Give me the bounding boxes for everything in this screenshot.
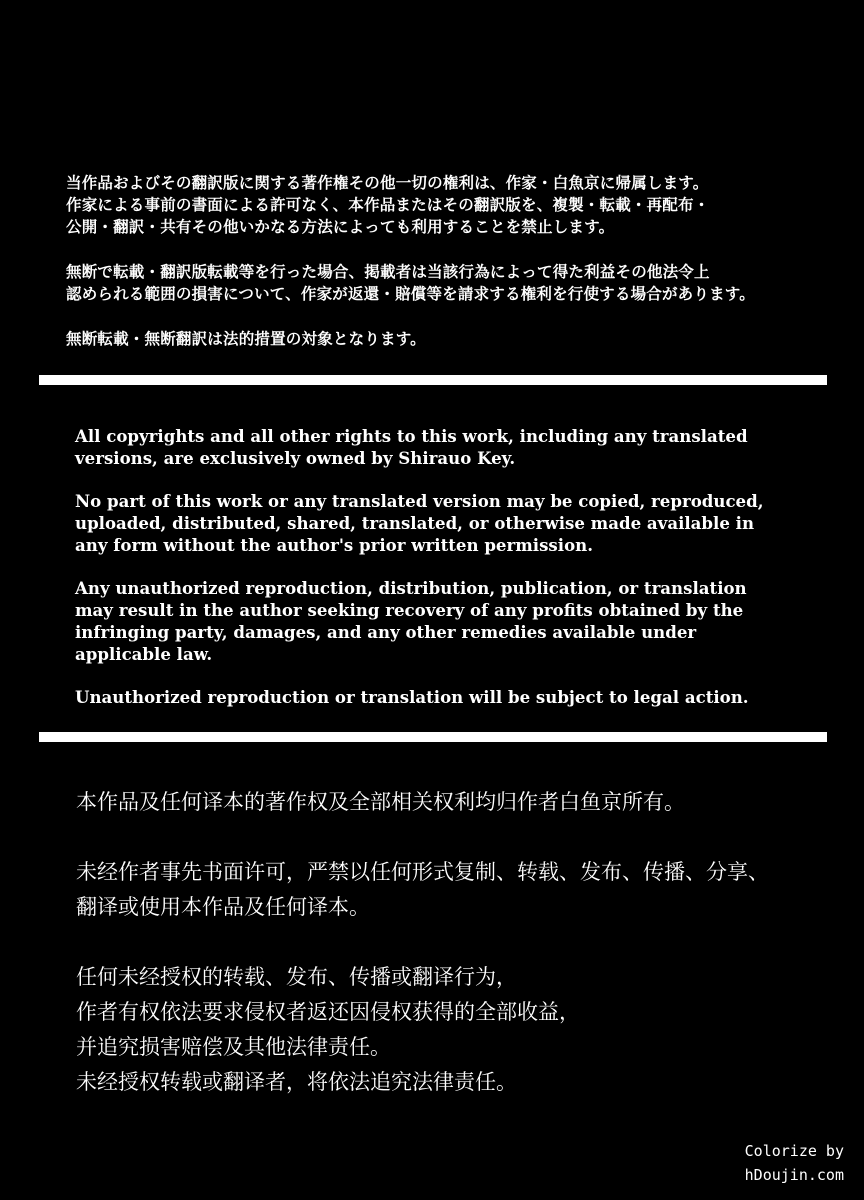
chinese-line: 未经授权转载或翻译者，将依法追究法律责任。: [76, 1070, 517, 1094]
chinese-paragraph-2: [76, 855, 836, 925]
japanese-line: 無断で転載・翻訳版転載等を行った場合、掲載者は当該行為によって得た利益その他法令上: [66, 262, 710, 281]
japanese-line: 当作品およびその翻訳版に関する著作権その他一切の権利は、作家・白魚京に帰属します。: [66, 173, 709, 192]
chinese-line: 任何未经授权的转载、发布、传播或翻译行为，: [76, 965, 517, 989]
english-line: uploaded, distributed, shared, translated, or otherwise made available in: [75, 512, 755, 533]
japanese-line: 公開・翻訳・共有その他いかなる方法によっても利用することを禁止します。: [66, 217, 615, 236]
japanese-notice: [66, 172, 846, 373]
english-line: Unauthorized reproduction or translation will be subject to legal action.: [75, 686, 749, 707]
english-notice: [75, 426, 815, 730]
credit-site: hDoujin.com: [744, 1166, 844, 1184]
english-line: infringing party, damages, and any other remedies available under: [75, 621, 697, 642]
chinese-line: 翻译或使用本作品及任何译本。: [76, 895, 370, 919]
japanese-line: 無断転載・無断翻訳は法的措置の対象となります。: [66, 329, 426, 348]
english-paragraph-2: [75, 491, 815, 556]
chinese-line: 作者有权依法要求侵权者返还因侵权获得的全部收益，: [76, 1000, 580, 1024]
chinese-paragraph-3: [76, 960, 836, 1100]
japanese-paragraph-2: [66, 261, 846, 305]
section-divider: [39, 375, 827, 385]
english-paragraph-4: [75, 687, 815, 709]
english-paragraph-3: [75, 578, 815, 665]
chinese-paragraph-1: [76, 785, 836, 820]
colorize-credit: [745, 1139, 844, 1187]
chinese-notice: [76, 785, 836, 1100]
credit-label: Colorize by: [744, 1142, 844, 1160]
chinese-line: 本作品及任何译本的著作权及全部相关权利均归作者白鱼京所有。: [76, 790, 685, 814]
english-line: Any unauthorized reproduction, distribution, publication, or translation: [75, 578, 747, 599]
section-divider: [39, 732, 827, 742]
english-paragraph-1: [75, 426, 815, 470]
japanese-paragraph-3: [66, 328, 846, 350]
english-line: any form without the author's prior written permission.: [75, 534, 593, 555]
english-line: No part of this work or any translated version may be copied, reproduced,: [75, 491, 764, 512]
english-line: versions, are exclusively owned by Shirauo Key.: [75, 447, 516, 468]
japanese-line: 作家による事前の書面による許可なく、本作品またはその翻訳版を、複製・転載・再配布・: [66, 195, 710, 214]
japanese-line: 認められる範囲の損害について、作家が返還・賠償等を請求する権利を行使する場合があります。: [66, 284, 755, 303]
chinese-line: 并追究损害赔偿及其他法律责任。: [76, 1035, 391, 1059]
japanese-paragraph-1: [66, 172, 846, 238]
english-line: may result in the author seeking recovery of any profits obtained by the: [75, 599, 744, 620]
english-line: All copyrights and all other rights to this work, including any translated: [75, 426, 748, 446]
english-line: applicable law.: [75, 643, 213, 664]
chinese-line: 未经作者事先书面许可，严禁以任何形式复制、转载、发布、传播、分享、: [76, 860, 769, 884]
